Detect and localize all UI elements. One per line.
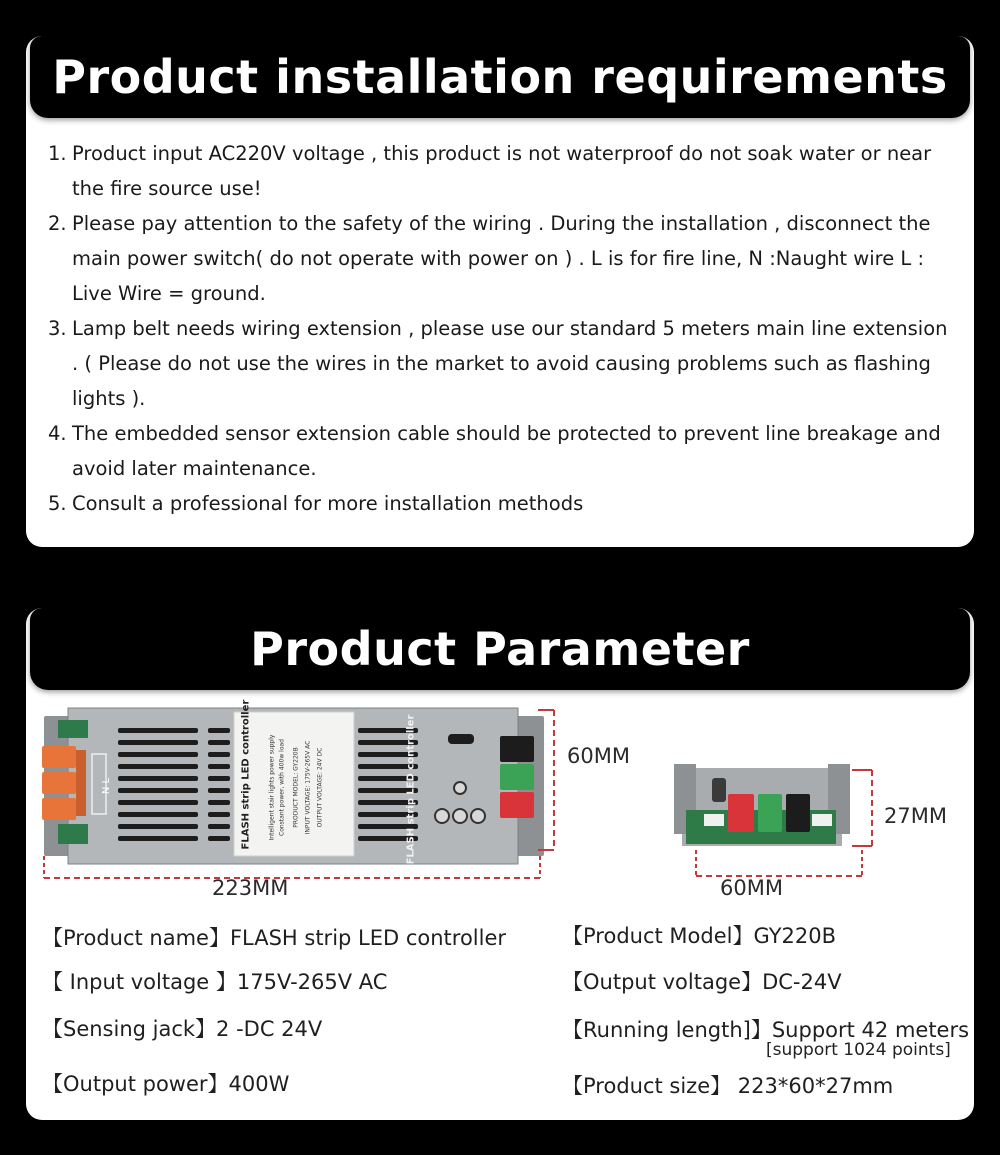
- parameter-header: [30, 608, 970, 690]
- dim-long-height: 60MM: [567, 744, 630, 768]
- device-sticker-model: PRODUCT MODEL: GY220B: [292, 747, 300, 828]
- installation-header: [30, 36, 970, 118]
- parameter-panel: [26, 608, 974, 1120]
- spec-product-name: 【Product name】FLASH strip LED controller: [42, 926, 507, 950]
- requirement-item: 3. Lamp belt needs wiring extension , please use our standard 5 meters main line extension . ( Please do not use the wires in the market to avoid causing problems such as flashing lights ).: [48, 317, 948, 410]
- dim-end-width: 60MM: [720, 876, 783, 900]
- device-side-label: FLASH strip LED controller: [405, 714, 417, 865]
- device-sticker-name: FLASH strip LED controller: [240, 699, 252, 850]
- spec-output-power: 【Output power】400W: [42, 1072, 290, 1096]
- requirement-item: 4. The embedded sensor extension cable should be protected to prevent line breakage and avoid later maintenance.: [48, 422, 941, 480]
- spec-running-length: 【Running length]】Support 42 meters: [562, 1018, 970, 1042]
- device-sticker-line1: Intelligent stair lights power supply: [268, 734, 276, 841]
- controller-top-view: [40, 699, 560, 894]
- requirements-list: [48, 136, 956, 521]
- requirement-item: 5. Consult a professional for more installation methods: [48, 492, 584, 515]
- device-sticker-line2: Constant power, with 400w load: [278, 739, 286, 836]
- spec-product-model: 【Product Model】GY220B: [562, 924, 837, 948]
- dim-end-height: 27MM: [884, 804, 947, 828]
- requirement-item: 1. Product input AC220V voltage , this product is not waterproof do not soak water or near the fire source use!: [48, 142, 932, 200]
- dim-long-length: 223MM: [212, 876, 289, 900]
- spec-product-size: 【Product size】 223*60*27mm: [562, 1074, 894, 1098]
- requirement-item: 2. Please pay attention to the safety of the wiring . During the installation , disconnect the main power switch( do not operate with power on ) . L is for fire line, N :Naught wire L : Live Wire = ground.: [48, 212, 931, 305]
- svg-text:N L: N L: [101, 777, 112, 795]
- device-sticker-output: OUTPUT VOLTAGE: 24V DC: [316, 747, 324, 828]
- parameter-title: Product Parameter: [250, 622, 750, 676]
- spec-running-sub: [support 1024 points]: [766, 1040, 951, 1060]
- installation-panel: [26, 36, 974, 547]
- installation-title: Product installation requirements: [52, 50, 948, 104]
- spec-output-voltage: 【Output voltage】DC-24V: [562, 970, 842, 994]
- spec-sensing-jack: 【Sensing jack】2 -DC 24V: [42, 1017, 323, 1041]
- device-sticker-input: INPUT VOLTAGE: 175V-265V AC: [304, 740, 312, 835]
- spec-input-voltage: 【 Input voltage 】175V-265V AC: [42, 970, 388, 994]
